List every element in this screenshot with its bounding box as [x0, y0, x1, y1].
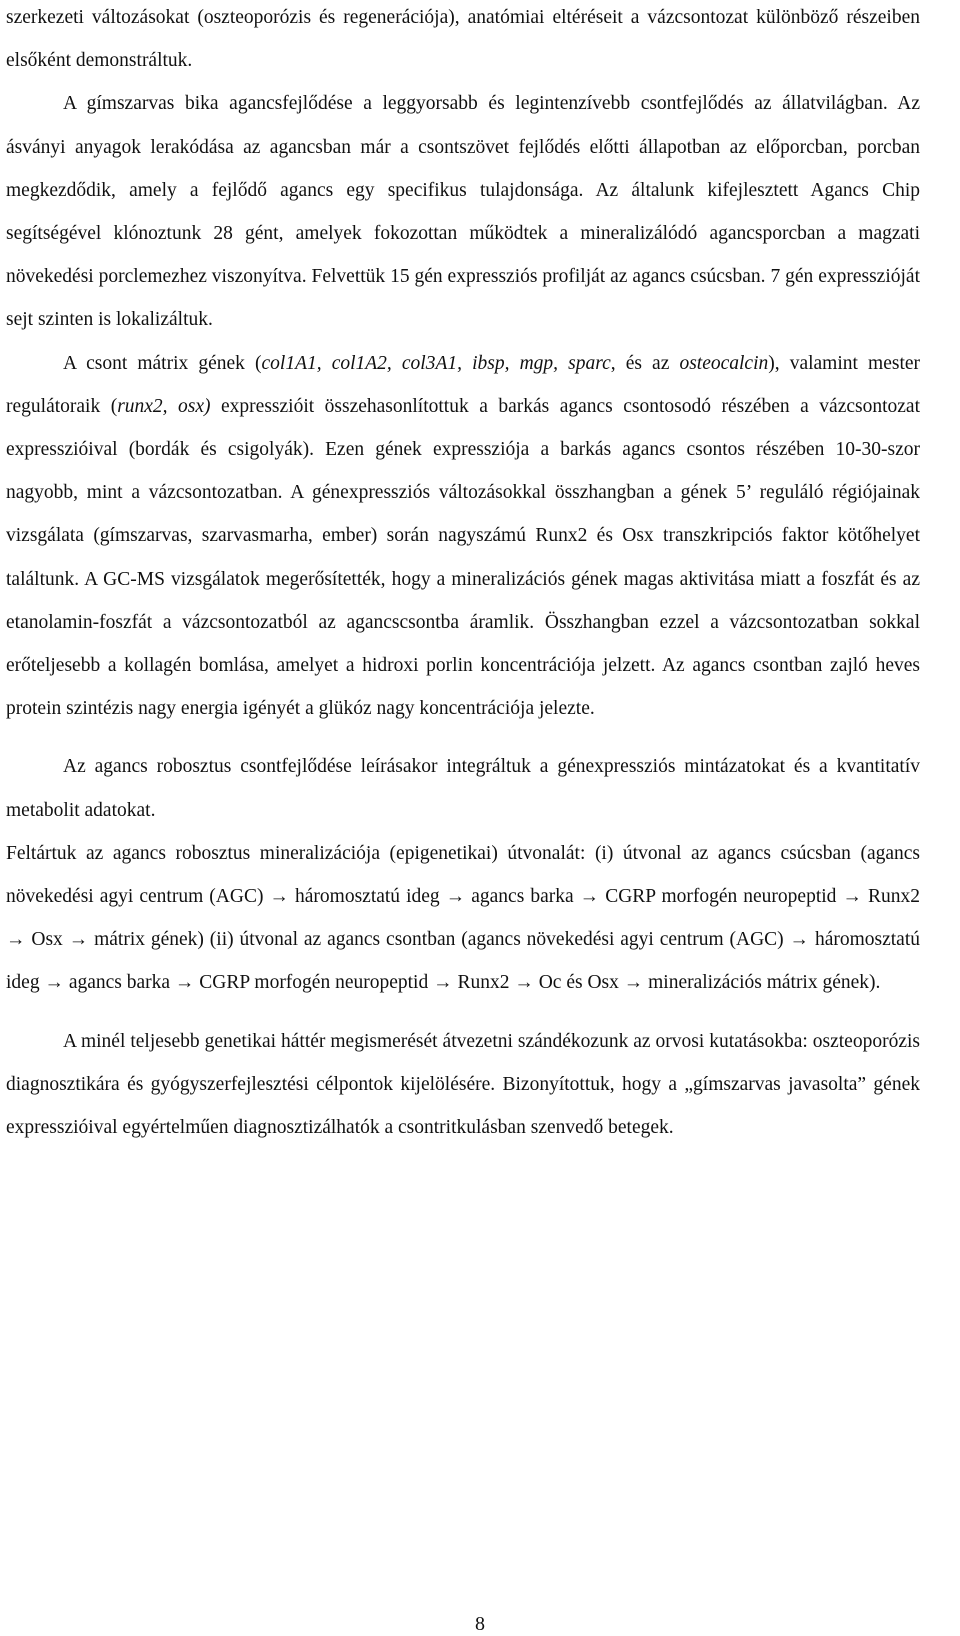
paragraph-3 — [6, 342, 920, 731]
p3-text-4: expresszióit összehasonlítottuk a barkás agancs csontosodó részében a vázcsontozat expresszióival (bordák és csigolyák). Ezen gének expressziója a barkás agancs csontos részében 10-30-szor nagyobb, mint a vázcsontozatban. A génexpressziós változásokkal összhangban a gének 5’ reguláló régiójainak vizsgálata (gímszarvas, szarvasmarha, ember) során nagyszámú Runx2 és Osx transzkripciós faktor kötőhelyet találtunk. A GC-MS vizsgálatok megerősítették, hogy a mineralizációs gének magas aktivitása miatt a foszfát és az etanolamin-foszfát a vázcsontozatból az agancscsontba áramlik. Összhangban ezzel a vázcsontozatban sokkal erőteljesebb a kollagén bomlása, amelyet a hidroxi porlin koncentrációja jelzett. Az agancs csontban zajló heves protein szintézis nagy energia igényét a glükóz nagy koncentrációja jelezte. — [6, 395, 920, 720]
paragraph-2: A gímszarvas bika agancsfejlődése a leggyorsabb és legintenzívebb csontfejlődés az állatvilágban. Az ásványi anyagok lerakódása az agancsban már a csontszövet fejlődés előtti állapotban az előporcban, porcban megkezdődik, amely a fejlődő agancs egy specifikus tulajdonsága. Az általunk kifejlesztett Agancs Chip segítségével klónoztunk 28 gént, amelyek fokozottan működtek a mineralizálódó agancsporcban a magzati növekedési porclemezhez viszonyítva. Felvettük 15 gén expressziós profilját az agancs csúcsban. 7 gén expresszióját sejt szinten is lokalizáltuk. — [6, 93, 920, 331]
paragraph-6: A minél teljesebb genetikai háttér megismerését átvezetni szándékozunk az orvosi kutatásokba: oszteoporózis diagnosztikára és gyógyszerfejlesztési célpontok kijelölésére. Bizonyítottuk, hogy a „gímszarvas javasolta” gének expresszióival egyértelműen diagnosztizálhatók a csontritkulásban szenvedő betegek. — [6, 1030, 920, 1139]
p3-regulators: runx2, osx) — [117, 395, 211, 417]
p3-text-3: ), valamint mester regulátoraik ( — [6, 352, 921, 417]
paragraph-5: Feltártuk az agancs robosztus mineralizációja (epigenetikai) útvonalát: (i) útvonal az agancs csúcsban (agancs növekedési agyi centrum (AGC) → háromosztatú ideg → agancs barka → CGRP morfogén neuropeptid → Runx2 → Osx → mátrix gének) (ii) útvonal az agancs csontban (agancs növekedési agyi centrum (AGC) → háromosztatú ideg → agancs barka → CGRP morfogén neuropeptid → Runx2 → Oc és Osx → mineralizációs mátrix gének). — [6, 842, 920, 994]
p3-text-2: , és az — [610, 352, 680, 374]
paragraph-1: szerkezeti változásokat (oszteoporózis és regenerációja), anatómiai eltéréseit a vázcsontozat különböző részeiben elsőként demonstráltuk. — [6, 7, 920, 72]
paragraph-4: Az agancs robosztus csontfejlődése leírásakor integráltuk a génexpressziós mintázatokat és a kvantitatív metabolit adatokat. — [6, 756, 920, 821]
p3-text-1: A csont mátrix gének ( — [63, 352, 262, 374]
p3-osteocalcin: osteocalcin — [679, 352, 769, 374]
page-number: 8 — [475, 1613, 485, 1635]
document-body — [6, 0, 920, 1149]
p3-gene-list: col1A1, col1A2, col3A1, ibsp, mgp, sparc — [261, 352, 611, 374]
